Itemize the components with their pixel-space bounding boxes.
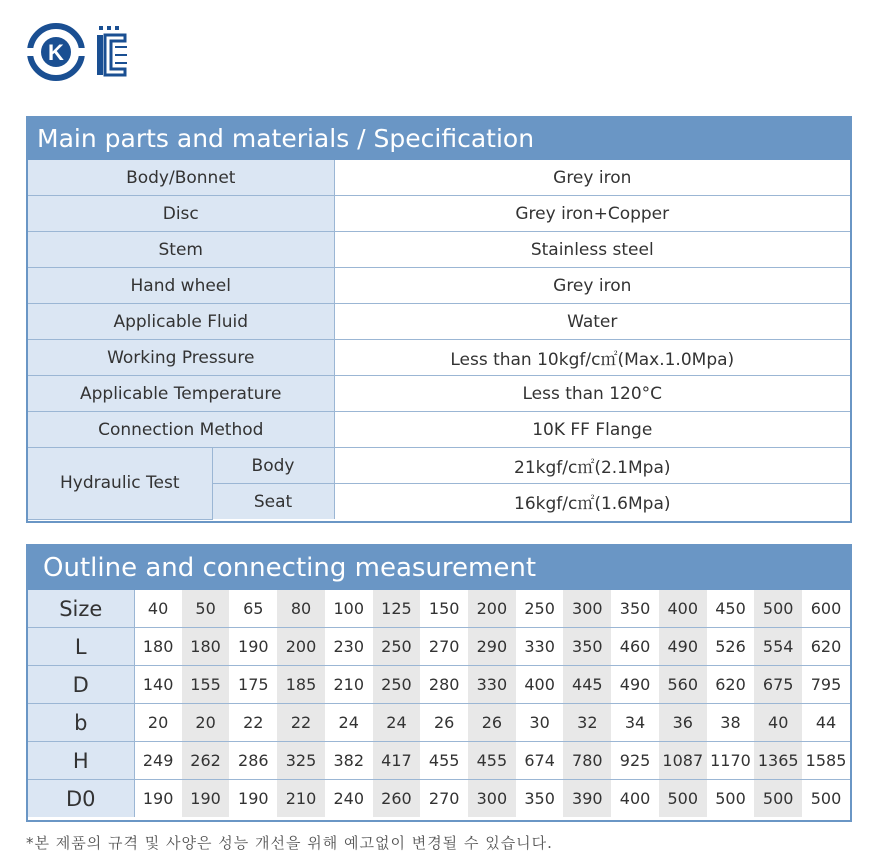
dimension-cell: 490	[659, 628, 707, 666]
spec-label: Working Pressure	[28, 340, 334, 376]
spec-row	[28, 376, 850, 412]
dimension-cell: 350	[563, 628, 611, 666]
dimension-cell: 490	[611, 666, 659, 704]
dimension-cell: 500	[802, 780, 850, 818]
dimension-cell: 1087	[659, 742, 707, 780]
dimension-cell: 460	[611, 628, 659, 666]
dimension-cell: 286	[229, 742, 277, 780]
dimension-cell: 150	[420, 590, 468, 628]
dimension-cell: 38	[707, 704, 755, 742]
dimension-cell: 250	[516, 590, 564, 628]
dimension-cell: 80	[277, 590, 325, 628]
spec-value: Grey iron	[334, 268, 850, 304]
dimension-cell: 620	[707, 666, 755, 704]
svg-text:K: K	[48, 40, 64, 65]
dimension-cell: 500	[707, 780, 755, 818]
dimension-cell: 330	[468, 666, 516, 704]
dimension-cell: 260	[373, 780, 421, 818]
dimension-row	[28, 742, 850, 780]
spec-value: Stainless steel	[334, 232, 850, 268]
hydraulic-body-label: Body	[212, 448, 334, 484]
dimension-row-label: b	[28, 704, 134, 742]
dimensions-title: Outline and connecting measurement	[28, 546, 850, 590]
dimensions-panel	[26, 544, 852, 822]
hydraulic-body-value: 21kgf/c㎡(2.1Mpa)	[334, 448, 850, 484]
dimension-cell: 249	[134, 742, 182, 780]
dimension-cell: 300	[468, 780, 516, 818]
dimension-cell: 445	[563, 666, 611, 704]
dimension-cell: 325	[277, 742, 325, 780]
dimension-cell: 180	[134, 628, 182, 666]
dimension-cell: 350	[516, 780, 564, 818]
spec-row	[28, 412, 850, 448]
spec-value: Less than 10kgf/c㎡(Max.1.0Mpa)	[334, 340, 850, 376]
dimension-cell: 270	[420, 780, 468, 818]
dimension-cell: 22	[277, 704, 325, 742]
dimension-cell: 250	[373, 666, 421, 704]
dimension-cell: 24	[373, 704, 421, 742]
dimension-cell: 455	[420, 742, 468, 780]
spec-title: Main parts and materials / Specification	[28, 118, 850, 160]
dimension-cell: 620	[802, 628, 850, 666]
dimension-cell: 32	[563, 704, 611, 742]
spec-row	[28, 232, 850, 268]
dimension-cell: 250	[373, 628, 421, 666]
dimension-row-label: D	[28, 666, 134, 704]
dimension-cell: 40	[134, 590, 182, 628]
dimension-cell: 185	[277, 666, 325, 704]
dimension-cell: 526	[707, 628, 755, 666]
spec-row	[28, 160, 850, 196]
spec-label: Disc	[28, 196, 334, 232]
dimension-cell: 1585	[802, 742, 850, 780]
dimension-cell: 20	[134, 704, 182, 742]
spec-row	[28, 304, 850, 340]
dimension-cell: 600	[802, 590, 850, 628]
dimension-cell: 390	[563, 780, 611, 818]
footnote: *본 제품의 규격 및 사양은 성능 개선을 위해 예고없이 변경될 수 있습니다.	[26, 834, 553, 852]
dimension-cell: 795	[802, 666, 850, 704]
dimension-cell: 925	[611, 742, 659, 780]
dimension-cell: 417	[373, 742, 421, 780]
spec-row	[28, 340, 850, 376]
spec-label: Applicable Temperature	[28, 376, 334, 412]
dimension-cell: 65	[229, 590, 277, 628]
dimension-cell: 190	[229, 628, 277, 666]
certification-logos	[27, 22, 131, 82]
dimension-cell: 262	[182, 742, 230, 780]
dimension-cell: 350	[611, 590, 659, 628]
spec-label: Body/Bonnet	[28, 160, 334, 196]
hydraulic-seat-value: 16kgf/c㎡(1.6Mpa)	[334, 484, 850, 520]
spec-label: Applicable Fluid	[28, 304, 334, 340]
dimension-cell: 400	[516, 666, 564, 704]
dimension-cell: 1365	[754, 742, 802, 780]
spec-value: Less than 120°C	[334, 376, 850, 412]
spec-label: Stem	[28, 232, 334, 268]
dimension-cell: 155	[182, 666, 230, 704]
dimension-cell: 24	[325, 704, 373, 742]
dimension-cell: 674	[516, 742, 564, 780]
spec-value: Grey iron+Copper	[334, 196, 850, 232]
dimension-cell: 1170	[707, 742, 755, 780]
dimension-cell: 382	[325, 742, 373, 780]
dimension-row-label: L	[28, 628, 134, 666]
spec-value: Grey iron	[334, 160, 850, 196]
dimension-cell: 180	[182, 628, 230, 666]
dimension-cell: 200	[277, 628, 325, 666]
dimension-cell: 190	[182, 780, 230, 818]
spec-row	[28, 196, 850, 232]
dimension-cell: 500	[754, 590, 802, 628]
dimension-cell: 780	[563, 742, 611, 780]
dimension-cell: 30	[516, 704, 564, 742]
dimension-row	[28, 704, 850, 742]
dimension-cell: 200	[468, 590, 516, 628]
dimension-cell: 280	[420, 666, 468, 704]
dimension-row-label: D0	[28, 780, 134, 818]
dimension-cell: 500	[754, 780, 802, 818]
dimension-cell: 22	[229, 704, 277, 742]
hydraulic-seat-label: Seat	[212, 484, 334, 520]
dimension-cell: 100	[325, 590, 373, 628]
spec-label: Hand wheel	[28, 268, 334, 304]
dimension-cell: 500	[659, 780, 707, 818]
hydraulic-test-label: Hydraulic Test	[28, 448, 212, 520]
dimension-cell: 300	[563, 590, 611, 628]
dimension-cell: 230	[325, 628, 373, 666]
ks-mark-logo	[27, 23, 85, 81]
dimension-cell: 190	[229, 780, 277, 818]
dimension-cell: 36	[659, 704, 707, 742]
dimension-cell: 20	[182, 704, 230, 742]
dimension-cell: 455	[468, 742, 516, 780]
dimension-cell: 175	[229, 666, 277, 704]
dimension-cell: 26	[468, 704, 516, 742]
dimension-cell: 210	[277, 780, 325, 818]
dimension-cell: 210	[325, 666, 373, 704]
dimension-row	[28, 590, 850, 628]
dimension-cell: 675	[754, 666, 802, 704]
dimension-cell: 34	[611, 704, 659, 742]
dimension-cell: 330	[516, 628, 564, 666]
dimension-cell: 400	[611, 780, 659, 818]
dimension-cell: 560	[659, 666, 707, 704]
dimension-cell: 26	[420, 704, 468, 742]
spec-row	[28, 268, 850, 304]
dimension-cell: 290	[468, 628, 516, 666]
dimension-cell: 125	[373, 590, 421, 628]
spec-value: Water	[334, 304, 850, 340]
dimension-row	[28, 780, 850, 818]
dimension-cell: 44	[802, 704, 850, 742]
dimension-cell: 554	[754, 628, 802, 666]
spec-label: Connection Method	[28, 412, 334, 448]
dimension-row-label: Size	[28, 590, 134, 628]
dimension-cell: 140	[134, 666, 182, 704]
dimension-cell: 190	[134, 780, 182, 818]
dimensions-table	[28, 590, 850, 817]
dimension-cell: 240	[325, 780, 373, 818]
dimension-cell: 270	[420, 628, 468, 666]
spec-panel	[26, 116, 852, 523]
dimension-cell: 400	[659, 590, 707, 628]
dimension-row-label: H	[28, 742, 134, 780]
dimension-cell: 40	[754, 704, 802, 742]
kc-mark-logo	[95, 23, 131, 81]
dimension-row	[28, 628, 850, 666]
dimension-cell: 450	[707, 590, 755, 628]
dimension-cell: 50	[182, 590, 230, 628]
spec-value: 10K FF Flange	[334, 412, 850, 448]
dimension-row	[28, 666, 850, 704]
spec-row-hydraulic-body	[28, 448, 850, 484]
spec-table	[28, 160, 850, 520]
